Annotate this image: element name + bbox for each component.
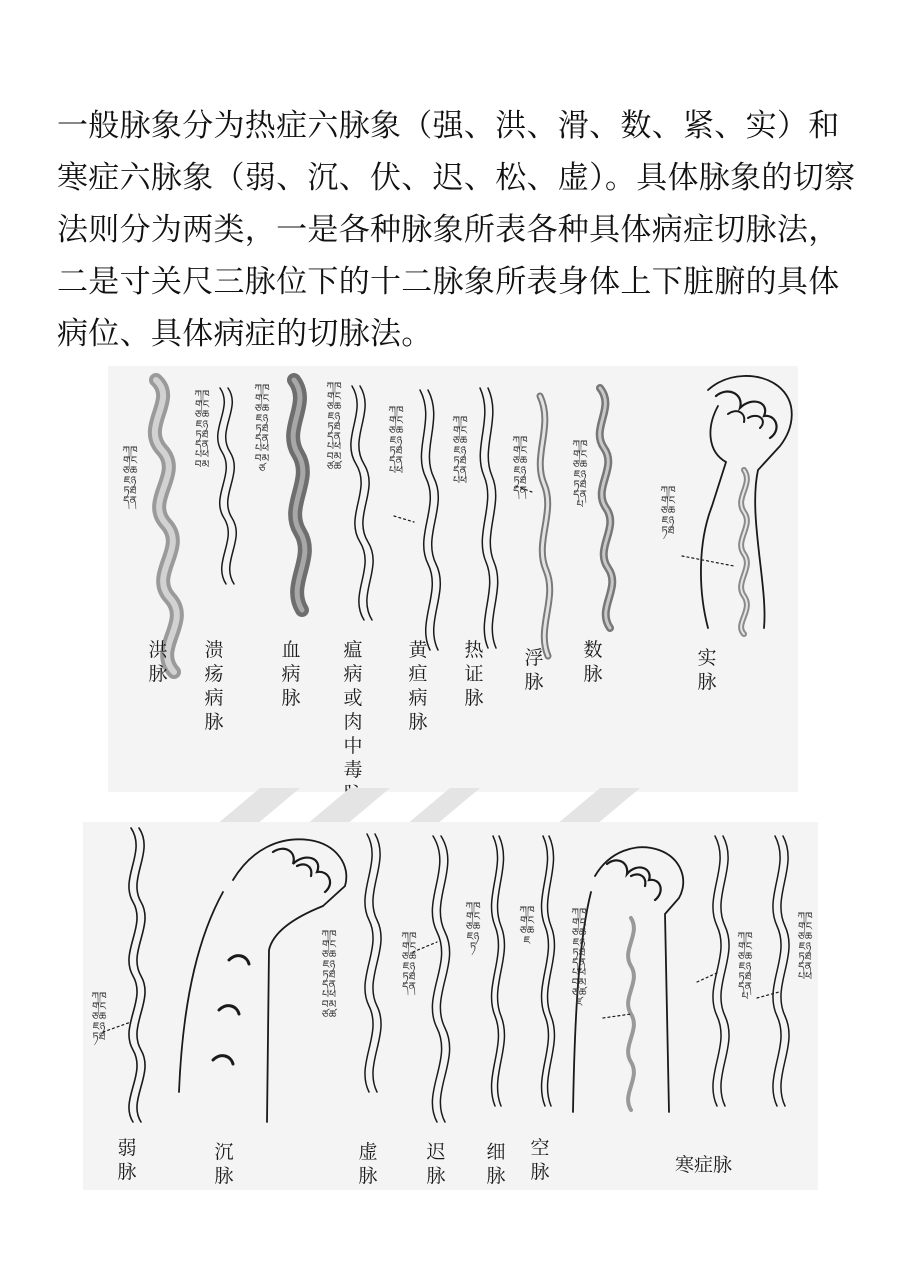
label-blood-disease-pulse: 血病脉 [281, 639, 301, 709]
label-cold-disease-pulse: 寒症脉 [675, 1154, 733, 1176]
pulse-wave [492, 836, 499, 1106]
label-empty-pulse: 虚脉 [358, 1141, 378, 1187]
label-plague-pulse: 瘟病或肉中毒 [343, 639, 363, 781]
label-thin-pulse: 细脉 [486, 1141, 506, 1187]
pulse-wave [542, 836, 549, 1106]
fist-outline [716, 392, 777, 438]
label-heat-pulse: 热证脉 [464, 639, 484, 709]
hot-pulse-figure: ཀཁགངཅཆཇཉཏཐདན ཀཁགངཅཆཇཉཏཐདནཔཕབམ ཀཁགངཅཆཇཉཏཐདནཔཕབམཙ ཀཁགངཅཆཇཉཏཐདནཔཕབམཙཚ ཀཁགངཅཆཇཉཏཐདནཔཕ ཀཁགངཅཆཇཉཏཐདནཔཕ ཀཁགངཅཆཇཉཏཐདན ཀཁགངཅཆཇཉཏཐདནཔ ཀཁགངཅཆཇཉཏཐ 洪脉 溃疡病脉 血病脉 瘟病或肉中毒 黄疸病脉 热证脉 浮脉 数脉 实脉 [108, 366, 798, 792]
arm-outline [708, 376, 792, 628]
pulse-wave [218, 388, 229, 584]
label-hollow-pulse: 空脉 [530, 1137, 550, 1183]
label-hong-pulse: 洪脉 [148, 639, 168, 685]
label-slow-pulse: 迟脉 [426, 1141, 446, 1187]
arm-outline [595, 847, 683, 1112]
pulse-wave [365, 834, 373, 1092]
pulse-wave [432, 836, 441, 1122]
label-jaundice-pulse: 黄疸病脉 [408, 639, 428, 733]
fist-outline [273, 849, 330, 892]
pulse-wave [713, 836, 721, 1106]
label-ulcer-pulse: 溃疡病脉 [204, 639, 224, 733]
pulse-wave [480, 388, 490, 648]
fist-outline [607, 860, 661, 900]
cold-pulse-drawing [83, 822, 818, 1190]
pulse-wave [773, 836, 781, 1106]
label-solid-pulse: 实脉 [697, 647, 717, 693]
pulse-wave [420, 390, 432, 650]
cold-pulse-figure: ཀཁགངཅཆཇཉཏཐ ཀཁགངཅཆཇཉཏཐདནཔཕབམཙཚ ཀཁགངཅཆཇཉཏཐདན ཀཁགངཅཆཇཉཏ ཀཁགངཅཆཇ ཀཁགངཅཆཇཉཏཐདནཔཕབམཙཚཛ ཀཁགངཅཆཇཉཏཐདནཔ ཀཁགངཅཆཇཉཏཐདནཔཕ 弱脉 沉脉 虚脉 迟脉 细脉 空脉 寒症脉 [83, 822, 818, 1190]
label-sinking-pulse: 沉脉 [214, 1141, 234, 1187]
body-paragraph: 一般脉象分为热症六脉象（强、洪、滑、数、紧、实）和寒症六脉象（弱、沉、伏、迟、松、虚）。具体脉象的切察法则分为两类，一是各种脉象所表各种具体病症切脉法，二是寸关尺三脉位下的十二脉象所表身体上下脏腑的具体病位、具体病症的切脉法。 [57, 108, 856, 352]
pulse-wave [129, 828, 137, 1122]
label-weak-pulse: 弱脉 [117, 1137, 137, 1183]
label-floating-pulse: 浮脉 [524, 647, 544, 693]
label-rapid-pulse: 数脉 [583, 639, 603, 685]
